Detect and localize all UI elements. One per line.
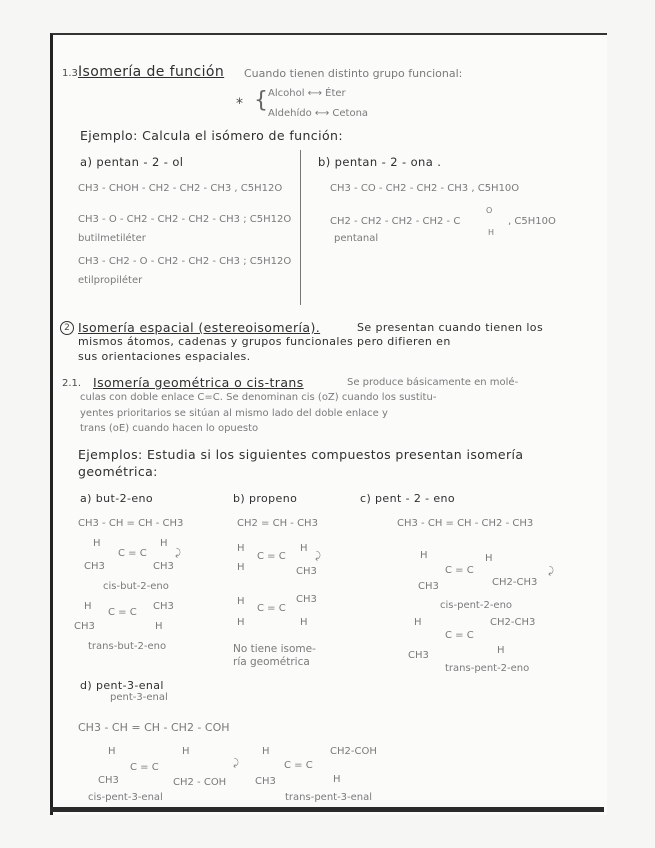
section-title: Isomería geométrica o cis-trans: [93, 375, 304, 390]
formula: CH3 - CO - CH2 - CH2 - CH3 , C5H10O: [330, 183, 520, 194]
compound-name: cis-pent-3-enal: [88, 792, 163, 803]
formula: CH2 - CH2 - CH2 - CH2 - C: [330, 216, 461, 227]
curved-arrow: ⤸: [315, 551, 321, 562]
atom: CH3: [153, 561, 174, 572]
page-edge: [50, 807, 604, 812]
atom: CH2-COH: [330, 746, 377, 757]
example-d-label: d) pent-3-enal: [80, 679, 164, 692]
atom: H: [300, 617, 308, 628]
note: No tiene isome-: [233, 643, 316, 655]
example-b-label: b) pentan - 2 - ona .: [318, 155, 442, 169]
atom: H: [414, 617, 422, 628]
double-bond: C = C: [445, 565, 474, 576]
atom: CH3: [74, 621, 95, 632]
double-bond: C = C: [445, 630, 474, 641]
curved-arrow: ⤸: [548, 566, 554, 577]
paragraph-line: yentes prioritarios se sitúan al mismo lado del doble enlace y: [80, 408, 388, 419]
paragraph-line: mismos átomos, cadenas y grupos funcionales pero difieren en: [78, 335, 451, 348]
formula: CH3 - O - CH2 - CH2 - CH2 - CH3 ; C5H12O: [78, 214, 292, 225]
compound-name: cis-pent-2-eno: [440, 600, 513, 611]
example-heading: Ejemplos: Estudia si los siguientes compuestos presentan isomería: [78, 447, 524, 462]
formula: CH3 - CH = CH - CH3: [78, 518, 184, 529]
compound-name: trans-pent-2-eno: [445, 663, 530, 674]
curved-arrow: ⤸: [233, 758, 239, 769]
atom: H: [108, 746, 116, 757]
atom: H: [262, 746, 270, 757]
section-desc: Cuando tienen distinto grupo funcional:: [244, 67, 463, 80]
atom: O: [486, 206, 493, 215]
atom: CH3: [255, 776, 276, 787]
example-heading: Ejemplo: Calcula el isómero de función:: [80, 128, 343, 143]
atom: CH3: [98, 775, 119, 786]
section-title: Isomería espacial (estereoisomería).: [78, 320, 321, 335]
compound-name: cis-but-2-eno: [103, 581, 169, 592]
column-divider: [300, 150, 301, 305]
atom: H: [497, 645, 505, 656]
paragraph-line: sus orientaciones espaciales.: [78, 350, 251, 363]
atom: CH3: [408, 650, 429, 661]
formula: CH3 - CH = CH - CH2 - CH3: [397, 518, 534, 529]
double-bond: C = C: [118, 548, 147, 559]
example-a-label: a) pentan - 2 - ol: [80, 155, 184, 169]
atom: H: [237, 543, 245, 554]
note: ría geométrica: [233, 656, 310, 668]
formula: , C5H10O: [508, 216, 556, 227]
atom: H: [485, 553, 493, 564]
double-bond: C = C: [130, 762, 159, 773]
curved-arrow: ⤸: [175, 548, 181, 559]
paragraph-line: trans (oE) cuando hacen lo opuesto: [80, 423, 259, 434]
compound-name: trans-pent-3-enal: [285, 792, 373, 803]
atom: H: [237, 596, 245, 607]
pair-aldehido: Aldehído ⟷ Cetona: [268, 108, 369, 119]
example-c-label: c) pent - 2 - eno: [360, 492, 456, 505]
atom: CH3: [84, 561, 105, 572]
example-a-label: a) but-2-eno: [80, 492, 154, 505]
formula: CH3 - CH2 - O - CH2 - CH2 - CH3 ; C5H12O: [78, 256, 292, 267]
atom: CH2 - COH: [173, 777, 227, 788]
example-heading: geométrica:: [78, 464, 158, 479]
paragraph-line: Se produce básicamente en molé-: [347, 377, 519, 388]
section-number: 2.1.: [62, 378, 82, 389]
pair-alcohol: Alcohol ⟷ Éter: [268, 88, 346, 99]
example-b-label: b) propeno: [233, 492, 298, 505]
formula: CH3 - CH = CH - CH2 - COH: [78, 721, 230, 734]
atom: CH2-CH3: [490, 617, 536, 628]
compound-name: pentanal: [334, 233, 379, 244]
compound-name: trans-but-2-eno: [88, 641, 167, 652]
atom: CH3: [153, 601, 174, 612]
atom: H: [488, 228, 495, 237]
atom: H: [237, 562, 245, 573]
atom: H: [182, 746, 190, 757]
star-mark: *: [236, 96, 243, 112]
atom: H: [93, 538, 101, 549]
atom: CH3: [296, 566, 317, 577]
atom: CH3: [296, 594, 317, 605]
double-bond: C = C: [284, 760, 313, 771]
paragraph-line: culas con doble enlace C=C. Se denominan cis (oZ) cuando los sustitu-: [80, 392, 437, 403]
double-bond: C = C: [257, 603, 286, 614]
double-bond: C = C: [257, 551, 286, 562]
atom: H: [155, 621, 163, 632]
formula: CH3 - CHOH - CH2 - CH2 - CH3 , C5H12O: [78, 183, 283, 194]
atom: H: [84, 601, 92, 612]
section-number: 1.3: [62, 68, 78, 79]
paragraph-line: Se presentan cuando tienen los: [357, 321, 544, 334]
atom: H: [420, 550, 428, 561]
section-2-number: 2: [60, 320, 76, 335]
example-d-label-correction: pent-3-enal: [110, 692, 168, 703]
atom: CH2-CH3: [492, 577, 538, 588]
compound-name: butilmetiléter: [78, 233, 146, 244]
atom: H: [333, 774, 341, 785]
section-title: Isomería de función: [78, 64, 225, 80]
double-bond: C = C: [108, 607, 137, 618]
atom: H: [237, 617, 245, 628]
atom: H: [300, 543, 308, 554]
atom: H: [160, 538, 168, 549]
atom: CH3: [418, 581, 439, 592]
compound-name: etilpropiléter: [78, 275, 143, 286]
formula: CH2 = CH - CH3: [237, 518, 318, 529]
